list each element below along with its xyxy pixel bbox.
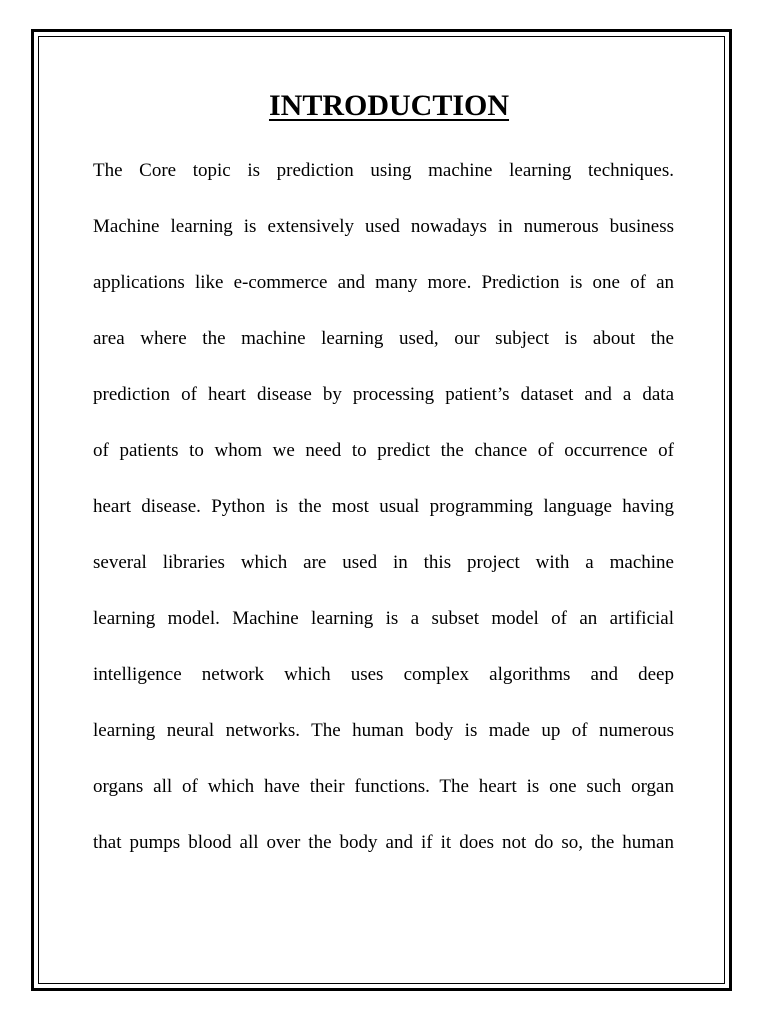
paragraph-line: heart disease. Python is the most usual programming language having: [93, 496, 674, 517]
paragraph-line: learning model. Machine learning is a subset model of an artificial: [93, 608, 674, 629]
paragraph-line: organs all of which have their functions. The heart is one such organ: [93, 776, 674, 797]
paragraph-line: prediction of heart disease by processing patient’s dataset and a data: [93, 384, 674, 405]
paragraph-line: intelligence network which uses complex algorithms and deep: [93, 664, 674, 685]
page-title: [0, 84, 768, 128]
paragraph-line: several libraries which are used in this project with a machine: [93, 552, 674, 573]
body-paragraph: [93, 143, 674, 871]
page-title-text: INTRODUCTION: [268, 89, 510, 122]
paragraph-line: learning neural networks. The human body is made up of numerous: [93, 720, 674, 741]
paragraph-line: of patients to whom we need to predict the chance of occurrence of: [93, 440, 674, 461]
paragraph-line: that pumps blood all over the body and if it does not do so, the human: [93, 832, 674, 853]
paragraph-line: area where the machine learning used, our subject is about the: [93, 328, 674, 349]
paragraph-line: The Core topic is prediction using machine learning techniques.: [93, 160, 674, 181]
paragraph-line: Machine learning is extensively used nowadays in numerous business: [93, 216, 674, 237]
paragraph-line: applications like e-commerce and many more. Prediction is one of an: [93, 272, 674, 293]
